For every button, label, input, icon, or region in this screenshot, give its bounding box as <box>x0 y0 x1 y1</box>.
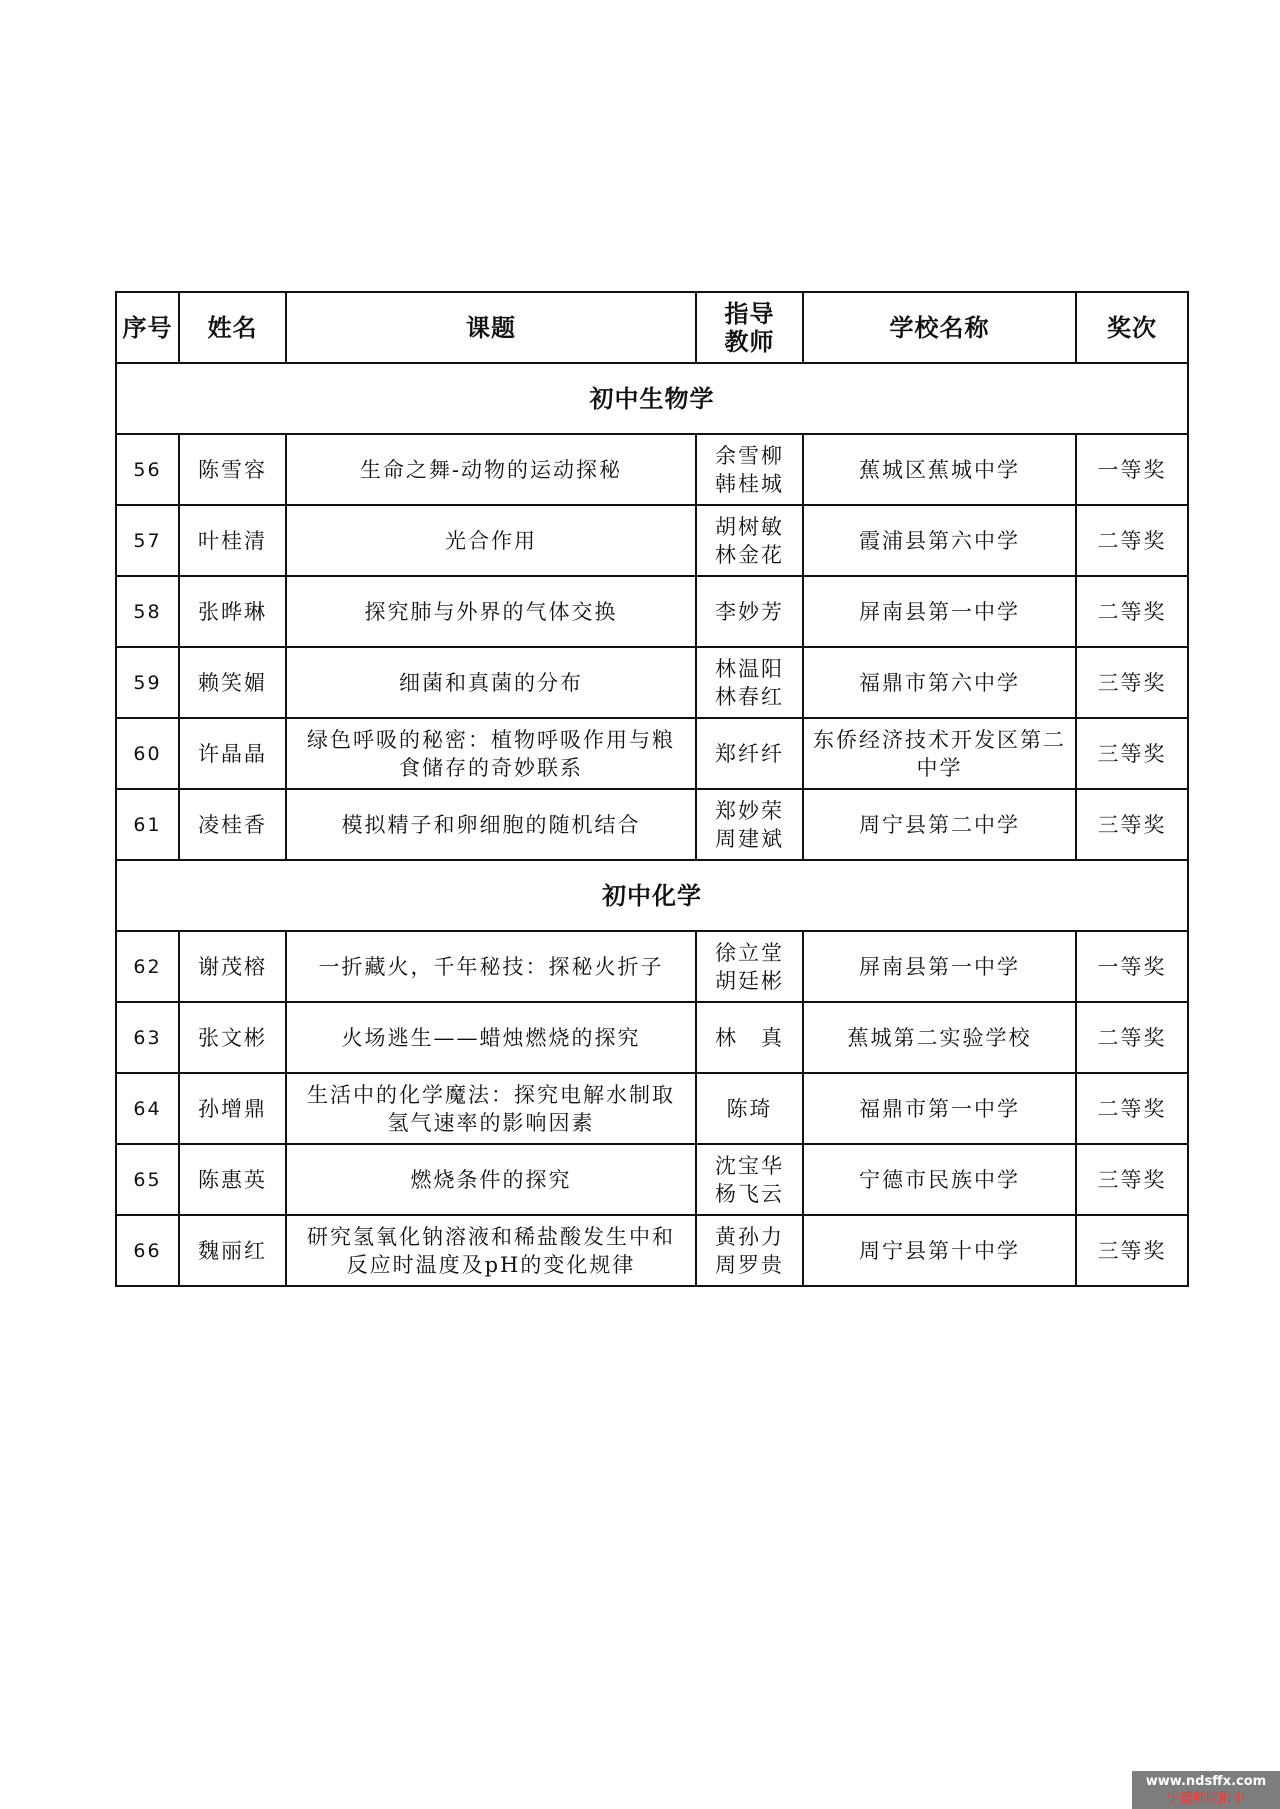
table-row <box>116 931 1188 1002</box>
cell-teacher-line: 郑妙荣 <box>715 798 784 823</box>
cell-name: 谢茂榕 <box>179 931 286 1002</box>
cell-teacher-line: 余雪柳 <box>715 443 784 468</box>
header-award: 奖次 <box>1076 292 1188 363</box>
table-row <box>116 718 1188 789</box>
table-row <box>116 434 1188 505</box>
cell-topic-line: 火场逃生——蜡烛燃烧的探究 <box>341 1025 641 1050</box>
cell-school-line: 福鼎市第一中学 <box>859 1096 1020 1121</box>
cell-teacher <box>696 576 803 647</box>
header-teacher-line1: 指导 <box>724 298 775 328</box>
cell-seq: 56 <box>116 434 179 505</box>
cell-seq: 59 <box>116 647 179 718</box>
table-row <box>116 1002 1188 1073</box>
cell-topic-line: 光合作用 <box>445 528 537 553</box>
cell-award: 三等奖 <box>1076 1215 1188 1286</box>
table-body <box>116 363 1188 1286</box>
cell-name: 张晔琳 <box>179 576 286 647</box>
cell-seq: 66 <box>116 1215 179 1286</box>
cell-topic <box>286 718 696 789</box>
award-table <box>115 291 1189 1287</box>
cell-school <box>803 1215 1076 1286</box>
cell-topic-line: 研究氢氧化钠溶液和稀盐酸发生中和 <box>307 1224 675 1249</box>
cell-teacher <box>696 931 803 1002</box>
cell-teacher-line: 林温阳 <box>715 656 784 681</box>
cell-name: 凌桂香 <box>179 789 286 860</box>
cell-school-line: 蕉城区蕉城中学 <box>859 457 1020 482</box>
cell-school <box>803 1073 1076 1144</box>
cell-teacher-line: 林春红 <box>715 684 784 709</box>
table-row <box>116 505 1188 576</box>
cell-teacher-line: 林 真 <box>715 1025 784 1050</box>
cell-teacher-line: 陈琦 <box>726 1096 773 1121</box>
cell-topic-line: 生命之舞-动物的运动探秘 <box>359 457 623 482</box>
header-teacher <box>696 292 803 363</box>
cell-topic-line: 一折藏火，千年秘技：探秘火折子 <box>318 954 664 979</box>
cell-teacher-line: 周建斌 <box>715 826 784 851</box>
header-row <box>116 292 1188 363</box>
site-watermark <box>1132 1771 1280 1809</box>
cell-topic-line: 氢气速率的影响因素 <box>387 1110 595 1135</box>
cell-topic <box>286 647 696 718</box>
cell-teacher <box>696 789 803 860</box>
cell-topic <box>286 931 696 1002</box>
cell-topic-line: 探究肺与外界的气体交换 <box>364 599 618 624</box>
cell-teacher <box>696 1073 803 1144</box>
table-row <box>116 1215 1188 1286</box>
cell-teacher <box>696 718 803 789</box>
cell-teacher-line: 徐立堂 <box>715 940 784 965</box>
cell-topic <box>286 1002 696 1073</box>
cell-seq: 63 <box>116 1002 179 1073</box>
cell-topic-line: 反应时温度及pH的变化规律 <box>346 1252 636 1277</box>
cell-teacher <box>696 647 803 718</box>
cell-teacher-line: 杨飞云 <box>715 1181 784 1206</box>
header-school: 学校名称 <box>803 292 1076 363</box>
cell-topic <box>286 576 696 647</box>
cell-topic <box>286 1073 696 1144</box>
cell-award: 三等奖 <box>1076 1144 1188 1215</box>
cell-teacher-line: 周罗贵 <box>715 1252 784 1277</box>
table-row <box>116 1144 1188 1215</box>
cell-teacher-line: 韩桂城 <box>715 471 784 496</box>
cell-teacher <box>696 505 803 576</box>
table-row <box>116 647 1188 718</box>
cell-school-line: 中学 <box>916 755 963 780</box>
table-row <box>116 789 1188 860</box>
cell-school <box>803 1144 1076 1215</box>
cell-school-line: 福鼎市第六中学 <box>859 670 1020 695</box>
cell-name: 魏丽红 <box>179 1215 286 1286</box>
cell-teacher <box>696 1215 803 1286</box>
table-row <box>116 576 1188 647</box>
cell-school-line: 东侨经济技术开发区第二 <box>813 727 1066 752</box>
cell-teacher <box>696 1144 803 1215</box>
section-row <box>116 363 1188 434</box>
cell-topic-line: 生活中的化学魔法：探究电解水制取 <box>307 1082 675 1107</box>
watermark-url: www.ndsffx.com <box>1145 1774 1267 1789</box>
cell-seq: 64 <box>116 1073 179 1144</box>
cell-school-line: 屏南县第一中学 <box>859 954 1020 979</box>
cell-school <box>803 1002 1076 1073</box>
cell-topic-line: 细菌和真菌的分布 <box>399 670 583 695</box>
cell-seq: 65 <box>116 1144 179 1215</box>
cell-topic <box>286 505 696 576</box>
cell-teacher-line: 林金花 <box>715 542 784 567</box>
cell-school <box>803 647 1076 718</box>
cell-school-line: 周宁县第十中学 <box>859 1238 1020 1263</box>
cell-seq: 58 <box>116 576 179 647</box>
cell-teacher-line: 沈宝华 <box>715 1153 784 1178</box>
cell-award: 二等奖 <box>1076 1073 1188 1144</box>
cell-teacher <box>696 1002 803 1073</box>
cell-seq: 61 <box>116 789 179 860</box>
cell-seq: 57 <box>116 505 179 576</box>
cell-award: 三等奖 <box>1076 789 1188 860</box>
cell-name: 孙增鼎 <box>179 1073 286 1144</box>
table-row <box>116 1073 1188 1144</box>
cell-topic <box>286 1215 696 1286</box>
cell-award: 一等奖 <box>1076 931 1188 1002</box>
cell-name: 许晶晶 <box>179 718 286 789</box>
cell-topic-line: 燃烧条件的探究 <box>410 1167 572 1192</box>
cell-topic <box>286 789 696 860</box>
cell-school <box>803 931 1076 1002</box>
section-title: 初中生物学 <box>116 363 1188 434</box>
cell-topic-line: 绿色呼吸的秘密：植物呼吸作用与粮 <box>307 727 675 752</box>
cell-seq: 62 <box>116 931 179 1002</box>
cell-name: 张文彬 <box>179 1002 286 1073</box>
cell-school-line: 屏南县第一中学 <box>859 599 1020 624</box>
cell-school <box>803 789 1076 860</box>
cell-seq: 60 <box>116 718 179 789</box>
cell-school <box>803 576 1076 647</box>
cell-topic-line: 食储存的奇妙联系 <box>399 755 583 780</box>
section-row <box>116 860 1188 931</box>
cell-school <box>803 718 1076 789</box>
cell-topic <box>286 1144 696 1215</box>
cell-school-line: 周宁县第二中学 <box>859 812 1020 837</box>
cell-school-line: 蕉城第二实验学校 <box>847 1025 1032 1050</box>
cell-school <box>803 434 1076 505</box>
header-name: 姓名 <box>179 292 286 363</box>
header-teacher-line2: 教师 <box>724 326 775 356</box>
cell-teacher-line: 黄孙力 <box>715 1224 784 1249</box>
cell-name: 陈惠英 <box>179 1144 286 1215</box>
cell-name: 叶桂清 <box>179 505 286 576</box>
cell-name: 陈雪容 <box>179 434 286 505</box>
cell-award: 三等奖 <box>1076 718 1188 789</box>
cell-award: 二等奖 <box>1076 1002 1188 1073</box>
section-title: 初中化学 <box>116 860 1188 931</box>
cell-school-line: 霞浦县第六中学 <box>859 528 1020 553</box>
cell-topic-line: 模拟精子和卵细胞的随机结合 <box>341 812 641 837</box>
cell-award: 二等奖 <box>1076 576 1188 647</box>
cell-award: 三等奖 <box>1076 647 1188 718</box>
cell-teacher-line: 胡廷彬 <box>715 968 784 993</box>
cell-topic <box>286 434 696 505</box>
header-seq: 序号 <box>116 292 179 363</box>
cell-school <box>803 505 1076 576</box>
cell-name: 赖笑媚 <box>179 647 286 718</box>
cell-teacher-line: 胡树敏 <box>715 514 784 539</box>
cell-teacher-line: 郑纤纤 <box>715 741 784 766</box>
header-topic: 课题 <box>286 292 696 363</box>
watermark-name: 宁德师院附小 <box>1166 1791 1245 1806</box>
cell-award: 二等奖 <box>1076 505 1188 576</box>
cell-school-line: 宁德市民族中学 <box>859 1167 1020 1192</box>
cell-teacher <box>696 434 803 505</box>
cell-award: 一等奖 <box>1076 434 1188 505</box>
cell-teacher-line: 李妙芳 <box>715 599 784 624</box>
